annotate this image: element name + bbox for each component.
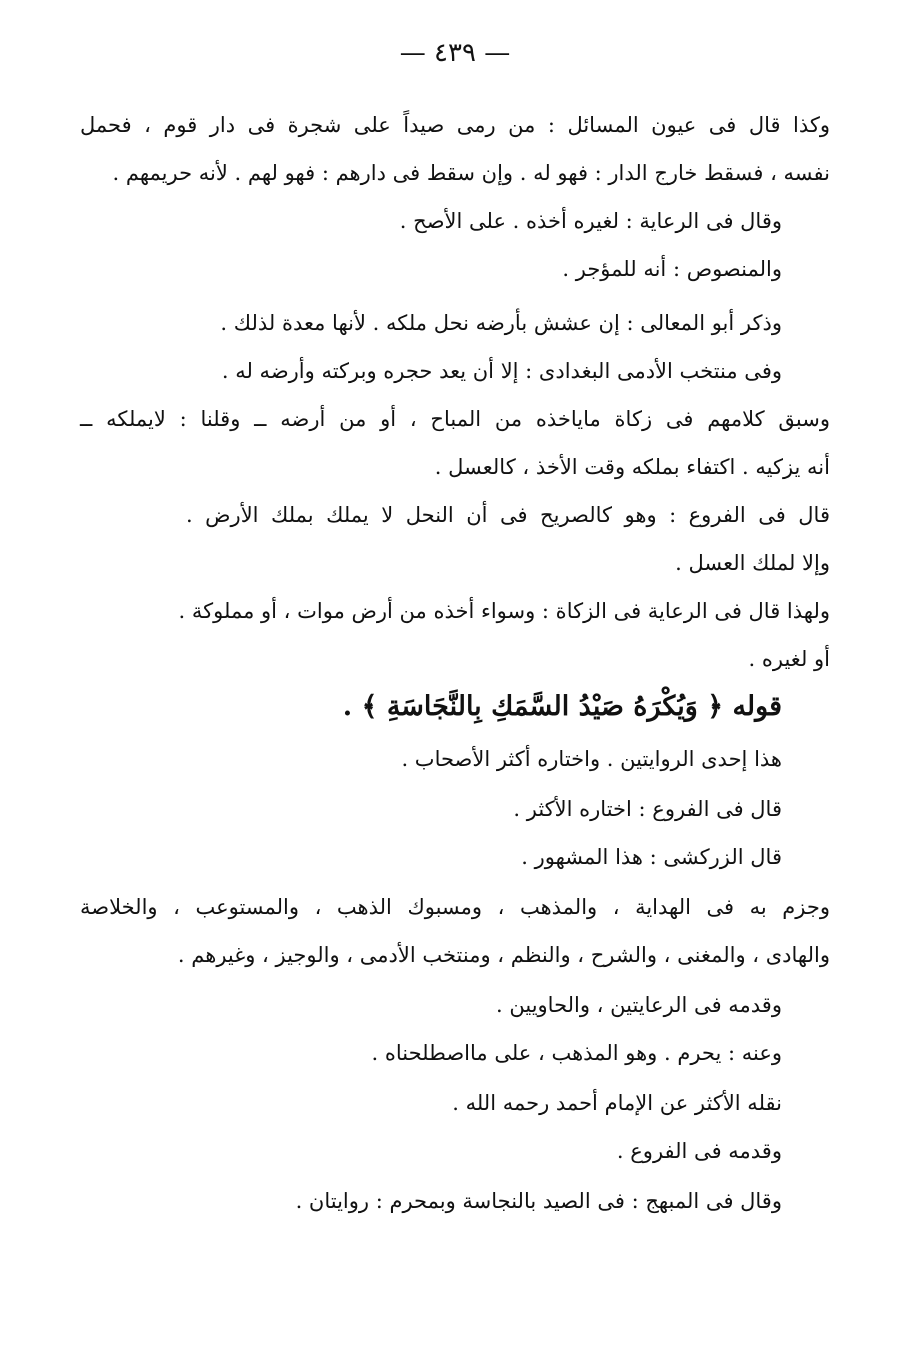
text-line: وقال فى المبهج : فى الصيد بالنجاسة وبمحرم : روايتان . (295, 1189, 782, 1213)
text-line: وذكر أبو المعالى : إن عشش بأرضه نحل ملكه . لأنها معدة لذلك . (220, 311, 782, 335)
text-line: وقدمه فى الرعايتين ، والحاويين . (496, 993, 782, 1017)
page-number: — ٤٣٩ — (399, 38, 511, 68)
text-line: أو لغيره . (748, 647, 830, 671)
text-line: والهادى ، والمغنى ، والشرح ، والنظم ، ومنتخب الأدمى ، والوجيز ، وغيرهم . (177, 943, 830, 967)
text-line: قال فى الفروع : اختاره الأكثر . (513, 797, 782, 821)
text-line: وسبق كلامهم فى زكاة ماياخذه من المباح ، أو من أرضه ــ وقلنا : لايملكه ــ (80, 407, 830, 431)
text-line: نفسه ، فسقط خارج الدار : فهو له . وإن سقط فى دارهم : فهو لهم . لأنه حريمهم . (112, 161, 830, 185)
text-line: قال فى الفروع : وهو كالصريح فى أن النحل لا يملك بملك الأرض . (186, 503, 830, 527)
text-line: هذا إحدى الروايتين . واختاره أكثر الأصحاب . (401, 747, 782, 771)
text-line: وإلا لملك العسل . (675, 551, 830, 575)
text-line: أنه يزكيه . اكتفاء بملكه وقت الأخذ ، كالعسل . (434, 455, 830, 479)
text-line: وفى منتخب الأدمى البغدادى : إلا أن يعد حجره وبركته وأرضه له . (221, 359, 782, 383)
text-line: وقال فى الرعاية : لغيره أخذه . على الأصح . (399, 209, 782, 233)
text-line: ولهذا قال فى الرعاية فى الزكاة : وسواء أخذه من أرض موات ، أو مملوكة . (178, 599, 830, 623)
text-line: وجزم به فى الهداية ، والمذهب ، ومسبوك الذهب ، والمستوعب ، والخلاصة (80, 895, 830, 919)
text-line: وقدمه فى الفروع . (616, 1139, 782, 1163)
text-line: وعنه : يحرم . وهو المذهب ، على مااصطلحناه . (371, 1041, 782, 1065)
text-line: والمنصوص : أنه للمؤجر . (562, 257, 782, 281)
section-heading: قوله ﴿ وَيُكْرَهُ صَيْدُ السَّمَكِ بِالنَّجَاسَةِ ﴾ . (342, 691, 782, 722)
text-line: نقله الأكثر عن الإمام أحمد رحمه الله . (452, 1091, 782, 1115)
text-line: وكذا قال فى عيون المسائل : من رمى صيداً على شجرة فى دار قوم ، فحمل (80, 113, 830, 137)
text-line: قال الزركشى : هذا المشهور . (521, 845, 782, 869)
